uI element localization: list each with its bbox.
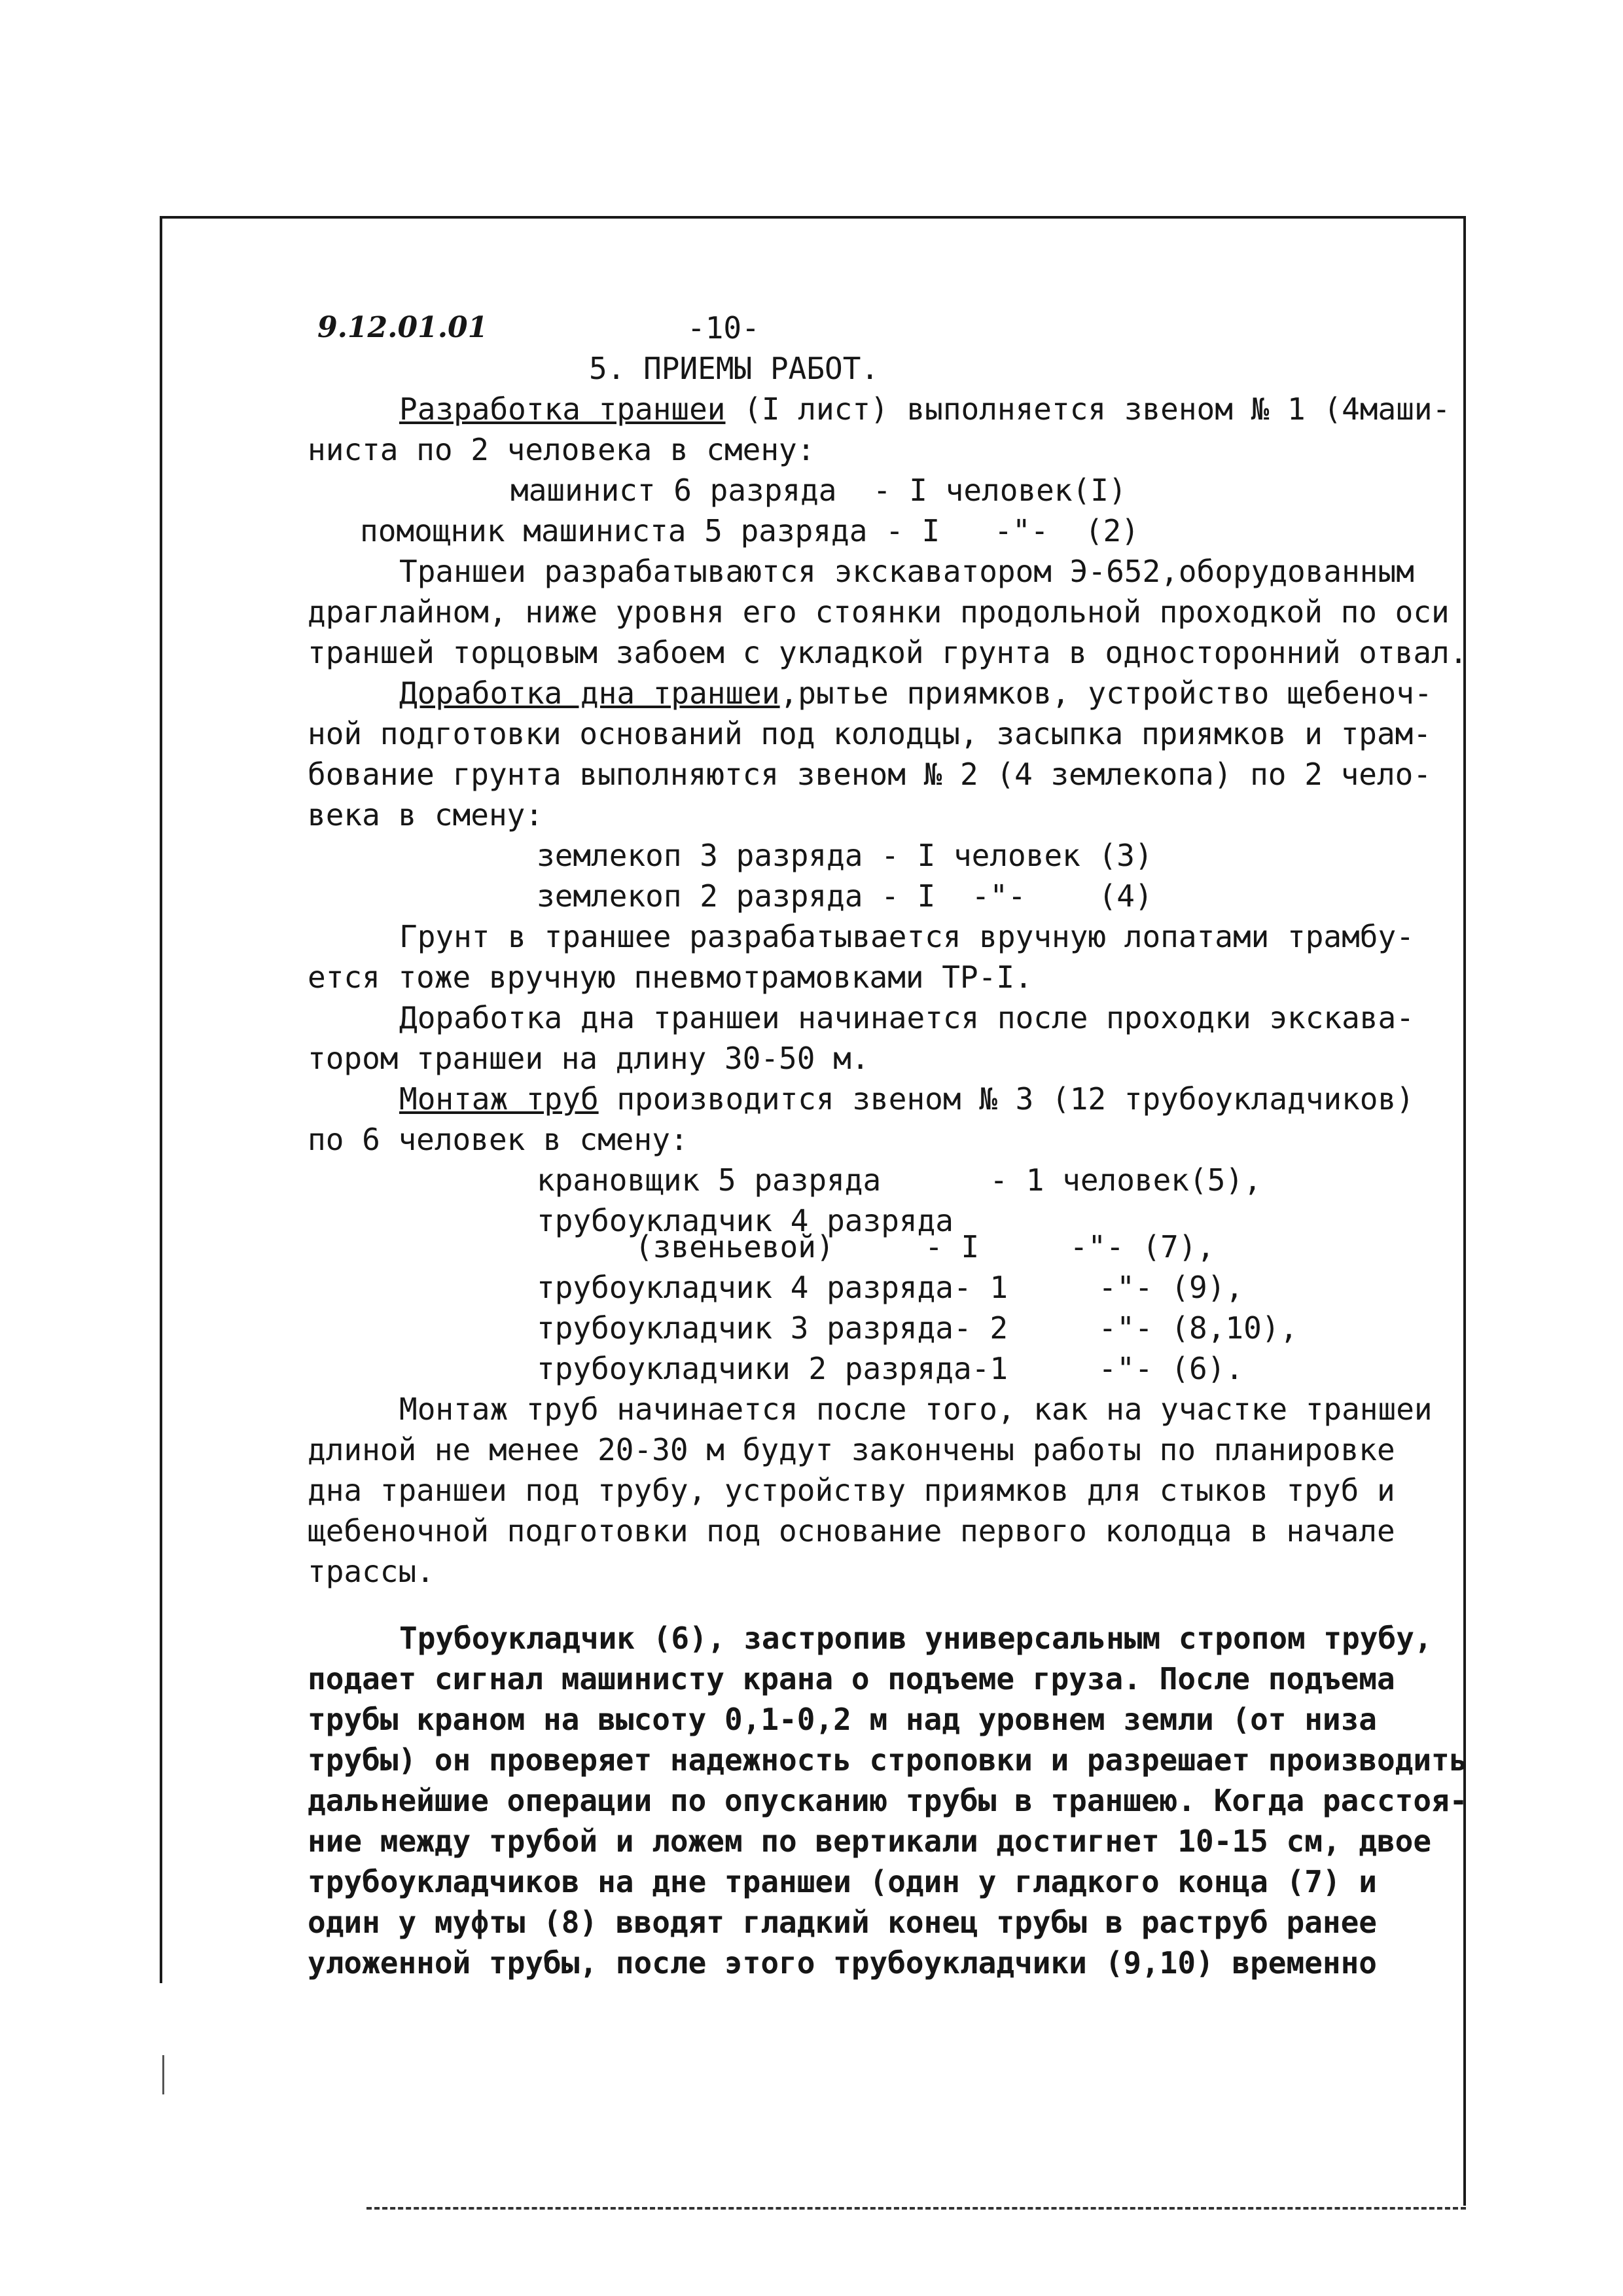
crew-list-item: трубоукладчик 4 разряда: [537, 1203, 954, 1238]
crew-list-item: землекоп 2 разряда - I -"- (4): [537, 878, 1153, 914]
frame-left-border: [160, 216, 162, 1983]
crew-list-item: трубоукладчик 4 разряда- 1 -"- (9),: [537, 1270, 1244, 1305]
paragraph-lowering-procedure: [308, 1618, 1468, 1983]
text-line: драглайном, ниже уровня его стоянки продольной проходкой по оси: [308, 594, 1450, 630]
text-fragment: (I лист) выполняется звеном № 1 (4маши-: [725, 391, 1451, 427]
paragraph-manual-soil: [308, 916, 1420, 997]
paragraph-trench-excavation: [308, 389, 1451, 551]
text-line: [308, 389, 1451, 429]
page-header: [308, 308, 1420, 348]
crew-list-item: трубоукладчики 2 разряда-1 -"- (6).: [537, 1351, 1244, 1386]
frame-left-tick: [162, 2055, 164, 2094]
text-line: бование грунта выполняются звеном № 2 (4 землекопа) по 2 чело-: [308, 757, 1432, 792]
frame-right-border: [1463, 216, 1466, 2206]
paragraph-bottom-finishing: [308, 673, 1433, 916]
text-line: ние между трубой и ложем по вертикали достигнет 10-15 см, двое: [308, 1823, 1432, 1859]
text-line: трубоукладчиков на дне траншеи (один у гладкого конца (7) и: [308, 1864, 1377, 1899]
text-line: уложенной трубы, после этого трубоукладчики (9,10) временно: [308, 1945, 1377, 1981]
text-line: [308, 1079, 1420, 1119]
paragraph-heading: Доработка дна траншеи: [399, 675, 780, 711]
frame-top-border: [160, 216, 1466, 219]
text-line: Доработка дна траншеи начинается после проходки экскава-: [399, 1000, 1414, 1035]
text-line: [308, 673, 1433, 713]
text-line: дна траншеи под трубу, устройству приямков для стыков труб и: [308, 1473, 1395, 1508]
text-line: ется тоже вручную пневмотрамовками ТР-I.: [308, 960, 1033, 995]
paragraph-heading: Разработка траншеи: [399, 391, 726, 427]
crew-list-item: крановщик 5 разряда - 1 человек(5),: [537, 1162, 1262, 1198]
paragraph-pipe-installation: [308, 1079, 1420, 1389]
text-line: трубы краном на высоту 0,1-0,2 м над уровнем земли (от низа: [308, 1702, 1377, 1737]
paragraph-heading: Монтаж труб: [399, 1081, 599, 1117]
crew-list-item: (звеньевой) - I -"- (7),: [635, 1229, 1215, 1265]
text-line: ниста по 2 человека в смену:: [308, 432, 815, 467]
page-number: -10-: [687, 310, 760, 346]
paragraph-excavator: [308, 551, 1468, 673]
document-code: 9.12.01.01: [317, 311, 488, 344]
text-fragment: ,рытье приямков, устройство щебеноч-: [779, 675, 1433, 711]
text-line: трассы.: [308, 1554, 435, 1589]
text-line: один у муфты (8) вводят гладкий конец трубы в раструб ранее: [308, 1905, 1377, 1940]
text-line: дальнейшие операции по опусканию трубы в траншею. Когда расстоя-: [308, 1783, 1468, 1818]
text-line: по 6 человек в смену:: [308, 1122, 688, 1157]
text-line: траншей торцовым забоем с укладкой грунта в односторонний отвал.: [308, 635, 1468, 670]
text-line: ной подготовки оснований под колодцы, засыпка приямков и трам-: [308, 716, 1432, 751]
frame-bottom-border: [366, 2207, 1466, 2210]
text-line: трубы) он проверяет надежность строповки и разрешает производить: [308, 1742, 1468, 1778]
text-fragment: производится звеном № 3 (12 трубоукладчиков): [598, 1081, 1414, 1117]
text-line: щебеночной подготовки под основание первого колодца в начале: [308, 1513, 1395, 1549]
text-line: Траншеи разрабатываются экскаватором Э-652,оборудованным: [399, 554, 1414, 589]
text-line: века в смену:: [308, 797, 544, 833]
text-line: Монтаж труб начинается после того, как на участке траншеи: [399, 1391, 1433, 1427]
paragraph-gap: [308, 1592, 1420, 1618]
text-line: длиной не менее 20-30 м будут закончены работы по планировке: [308, 1432, 1395, 1467]
paragraph-finishing-start: [308, 997, 1420, 1079]
paragraph-installation-start: [308, 1389, 1433, 1592]
text-line: подает сигнал машинисту крана о подъеме груза. После подъема: [308, 1661, 1395, 1696]
crew-list-item: трубоукладчик 3 разряда- 2 -"- (8,10),: [537, 1310, 1298, 1346]
crew-list-item: землекоп 3 разряда - I человек (3): [537, 838, 1153, 873]
page-content: [308, 308, 1468, 1983]
text-line: Трубоукладчик (6), застропив универсальным стропом трубу,: [399, 1621, 1433, 1656]
section-title: 5. ПРИЕМЫ РАБОТ.: [589, 351, 880, 386]
crew-list-item: помощник машиниста 5 разряда - I -"- (2): [360, 513, 1139, 548]
text-line: Грунт в траншее разрабатывается вручную лопатами трамбу-: [399, 919, 1414, 954]
text-line: тором траншеи на длину 30-50 м.: [308, 1041, 870, 1076]
crew-list-item: машинист 6 разряда - I человек(I): [510, 473, 1127, 508]
